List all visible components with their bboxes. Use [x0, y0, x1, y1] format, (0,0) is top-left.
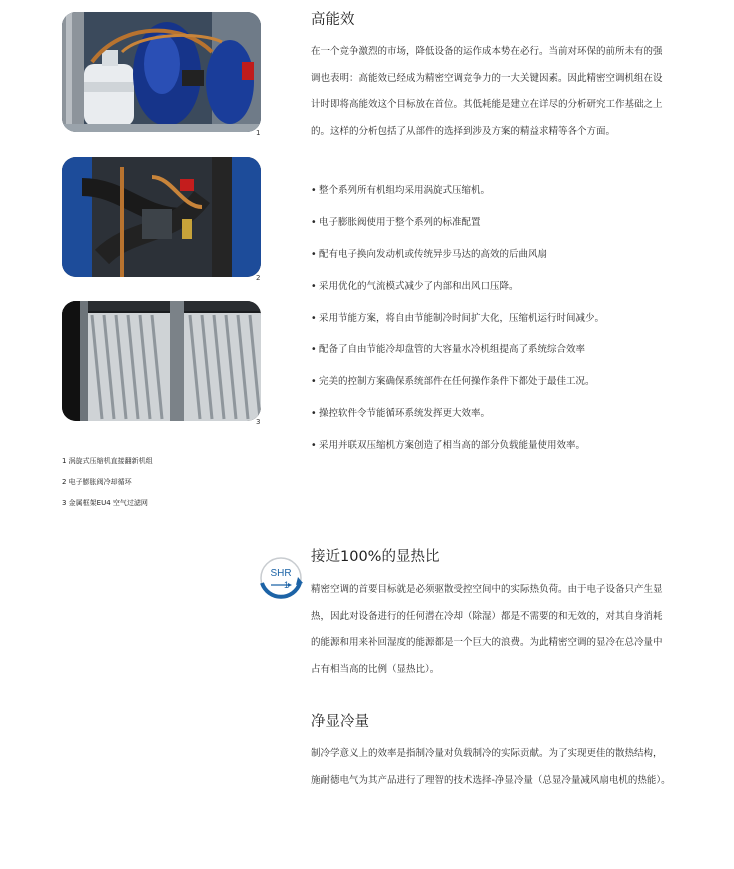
feature-item: • 采用节能方案，将自由节能制冷时间扩大化，压缩机运行时间减少。 [311, 312, 605, 324]
feature-item: • 整个系列所有机组均采用涡旋式压缩机。 [311, 185, 491, 196]
feature-item: • 电子膨胀阀使用于整个系列的标准配置 [311, 216, 481, 228]
feature-list [311, 175, 671, 462]
svg-text:1: 1 [284, 580, 290, 590]
feature-item: • 采用并联双压缩机方案创造了相当高的部分负载能量使用效率。 [311, 440, 586, 452]
feature-item: • 操控软件令节能循环系统发挥更大效率。 [311, 408, 491, 420]
caption-2: 2 电子膨胀阀冷却循环 [62, 478, 132, 486]
section-title-shr: 接近100%的显热比 [311, 549, 440, 565]
feature-item: • 配有电子换向发动机或传统异步马达的高效的后曲风扇 [311, 248, 548, 260]
compressor-photo [62, 12, 261, 132]
caption-1: 1 涡旋式压缩机直接翻新机组 [62, 457, 153, 465]
caption-3: 3 金属框架EU4 空气过滤网 [62, 499, 148, 507]
filter-panel-photo [62, 301, 261, 421]
feature-item: • 配备了自由节能冷却盘管的大容量水冷机组提高了系统综合效率 [311, 344, 586, 356]
photo-number: 3 [256, 418, 261, 426]
svg-text:SHR: SHR [270, 568, 292, 579]
section-paragraph-net-sensible: 制冷学意义上的效率是指制冷量对负载制冷的实际贡献。为了实现更佳的散热结构，施耐德电气为其产品进行了理智的技术选择-净显冷量（总显冷量减风扇电机的热能）。 [311, 748, 671, 786]
section-title-high-efficiency: 高能效 [311, 12, 355, 28]
electronic-valve-photo [62, 157, 261, 277]
section-paragraph-high-efficiency: 在一个竞争激烈的市场，降低设备的运作成本势在必行。当前对环保的前所未有的强调也表明：高能效已经成为精密空调竞争力的一大关键因素。因此精密空调机组在设计时即将高能效这个目标放在首位。其低耗能是建立在详尽的分析研究工作基础之上的。这样的分析包括了从部件的选择到涉及方案的精益求精等各个方面。 [311, 46, 663, 137]
feature-item: • 完美的控制方案确保系统部件在任何操作条件下都处于最佳工况。 [311, 376, 595, 388]
feature-item: • 采用优化的气流模式减少了内部和出风口压降。 [311, 280, 519, 292]
photo-number: 1 [256, 129, 261, 137]
photo-captions [62, 451, 153, 514]
photo-number: 2 [256, 274, 261, 282]
section-paragraph-shr: 精密空调的首要目标就是必须驱散受控空间中的实际热负荷。由于电子设备只产生显热，因此对设备进行的任何潜在冷却（除湿）都是不需要的和无效的，对其自身消耗的能源和用来补回湿度的能源都是一个巨大的浪费。为此精密空调的显冷在总冷量中占有相当高的比例（显热比）。 [311, 584, 663, 675]
section-title-net-sensible: 净显冷量 [311, 714, 369, 730]
shr-icon [258, 555, 304, 601]
